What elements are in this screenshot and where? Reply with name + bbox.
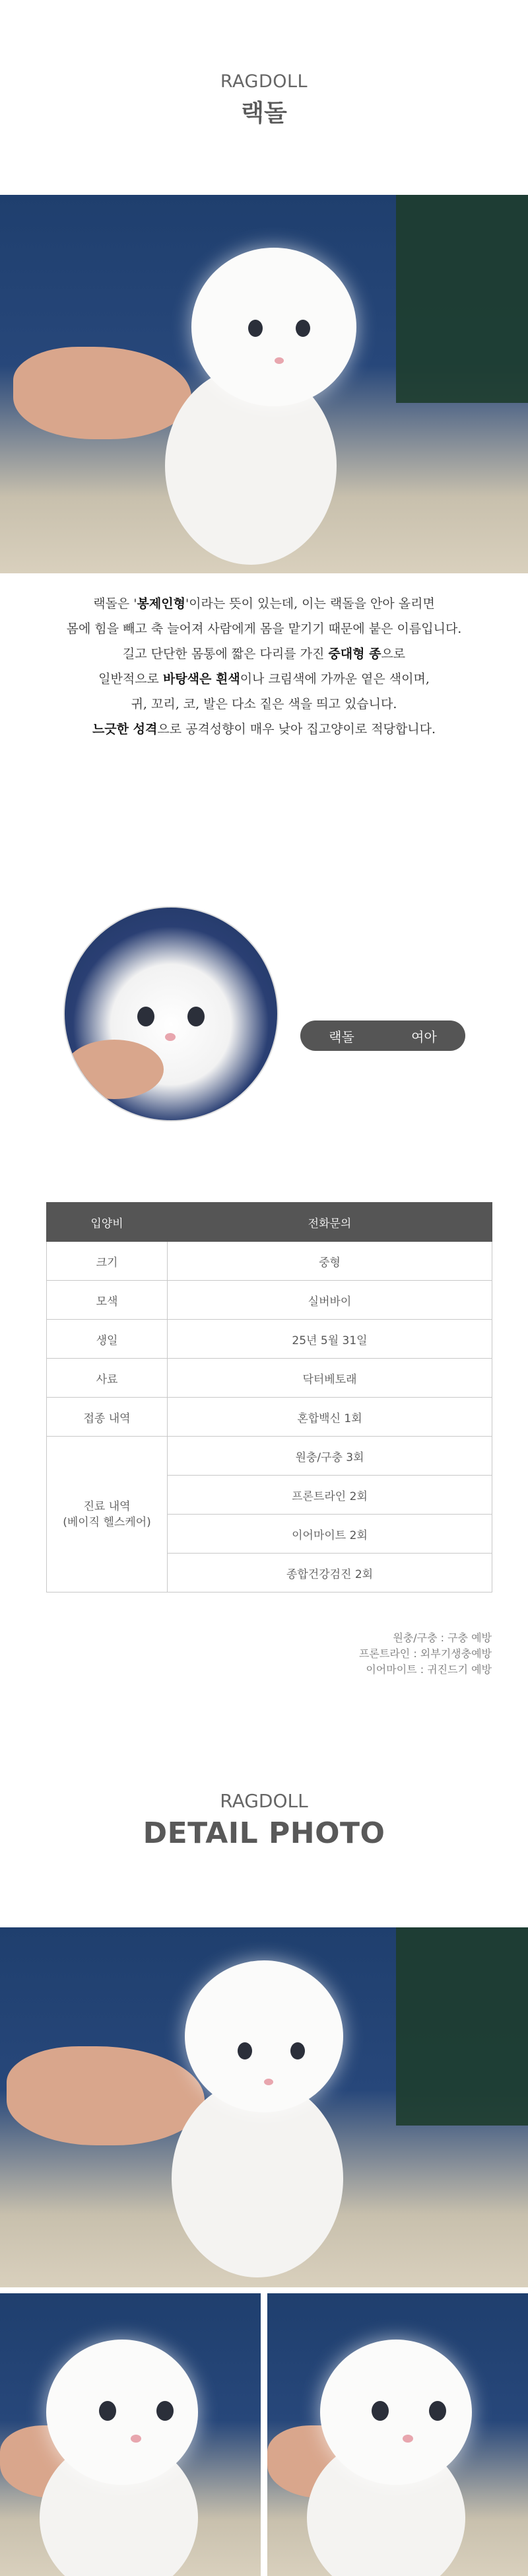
row-value: 혼합백신 1회 xyxy=(168,1398,492,1437)
description-text: 으로 공격성향이 매우 낮아 집고양이로 적당합니다. xyxy=(157,722,436,736)
profile-breed: 랙돌 xyxy=(329,1028,354,1045)
care-label xyxy=(47,1437,168,1592)
row-label: 접종 내역 xyxy=(47,1398,168,1437)
description-line xyxy=(0,717,528,742)
table-header-row xyxy=(47,1203,492,1242)
description-highlight: 바탕색은 흰색 xyxy=(162,672,240,686)
description-text: 이나 크림색에 가까운 옅은 색이며, xyxy=(240,672,430,686)
description-text: 랙돌은 ' xyxy=(93,596,137,611)
row-label: 사료 xyxy=(47,1359,168,1398)
row-label: 모색 xyxy=(47,1281,168,1320)
adoption-value: 전화문의 xyxy=(168,1203,492,1242)
table-row xyxy=(47,1398,492,1437)
description-highlight: 봉제인형 xyxy=(137,596,185,611)
detail-title: DETAIL PHOTO xyxy=(143,1816,385,1850)
description-text: 몸에 힘을 빼고 축 늘어져 사람에게 몸을 맡기기 때문에 붙은 이름입니다. xyxy=(66,622,462,636)
profile-pill xyxy=(300,1020,465,1051)
description-line xyxy=(0,591,528,616)
note-line: 프론트라인 : 외부기생충예방 xyxy=(358,1647,492,1660)
description-highlight: 중대형 종 xyxy=(328,647,381,661)
care-value: 원충/구충 3회 xyxy=(168,1437,492,1476)
table-row xyxy=(47,1359,492,1398)
notes xyxy=(359,1630,492,1678)
care-value: 프론트라인 2회 xyxy=(168,1476,492,1515)
care-value: 이어마이트 2회 xyxy=(168,1515,492,1554)
note-line: 원충/구충 : 구충 예방 xyxy=(393,1631,492,1644)
detail-photo-right xyxy=(267,2293,528,2576)
breed-name-en: RAGDOLL xyxy=(220,71,308,92)
row-label: 크기 xyxy=(47,1242,168,1281)
adoption-label: 입양비 xyxy=(47,1203,168,1242)
profile-sex: 여아 xyxy=(411,1028,437,1045)
table-row xyxy=(47,1281,492,1320)
note-line: 이어마이트 : 귀진드기 예방 xyxy=(366,1663,492,1676)
description-text: 일반적으로 xyxy=(98,672,163,686)
description-text: 길고 단단한 몸통에 짧은 다리를 가진 xyxy=(122,647,329,661)
description-text: '이라는 뜻이 있는데, 이는 랙돌을 안아 올리면 xyxy=(185,596,435,611)
kitten-avatar xyxy=(63,906,279,1122)
table-row xyxy=(47,1242,492,1281)
info-table xyxy=(46,1202,492,1592)
row-label: 생일 xyxy=(47,1320,168,1359)
row-value: 실버바이 xyxy=(168,1281,492,1320)
care-label-main: 진료 내역 xyxy=(83,1499,131,1513)
description-line xyxy=(0,616,528,641)
table-row xyxy=(47,1320,492,1359)
description-text: 귀, 꼬리, 코, 발은 다소 짙은 색을 띄고 있습니다. xyxy=(131,697,397,711)
main-kitten-photo xyxy=(0,195,528,573)
care-row xyxy=(47,1437,492,1476)
care-value: 종합건강검진 2회 xyxy=(168,1554,492,1592)
description-line xyxy=(0,641,528,666)
row-value: 25년 5월 31일 xyxy=(168,1320,492,1359)
detail-breed-en: RAGDOLL xyxy=(220,1790,308,1812)
row-value: 중형 xyxy=(168,1242,492,1281)
breed-description xyxy=(0,591,528,742)
care-label-sub: (베이직 헬스케어) xyxy=(63,1515,151,1529)
description-line xyxy=(0,692,528,717)
breed-name-ko: 랙돌 xyxy=(241,100,287,127)
detail-photo-left xyxy=(0,2293,261,2576)
description-line xyxy=(0,666,528,692)
description-text: 으로 xyxy=(381,647,406,661)
row-value: 닥터베토래 xyxy=(168,1359,492,1398)
detail-photo-large xyxy=(0,1927,528,2287)
description-highlight: 느긋한 성격 xyxy=(92,722,158,736)
